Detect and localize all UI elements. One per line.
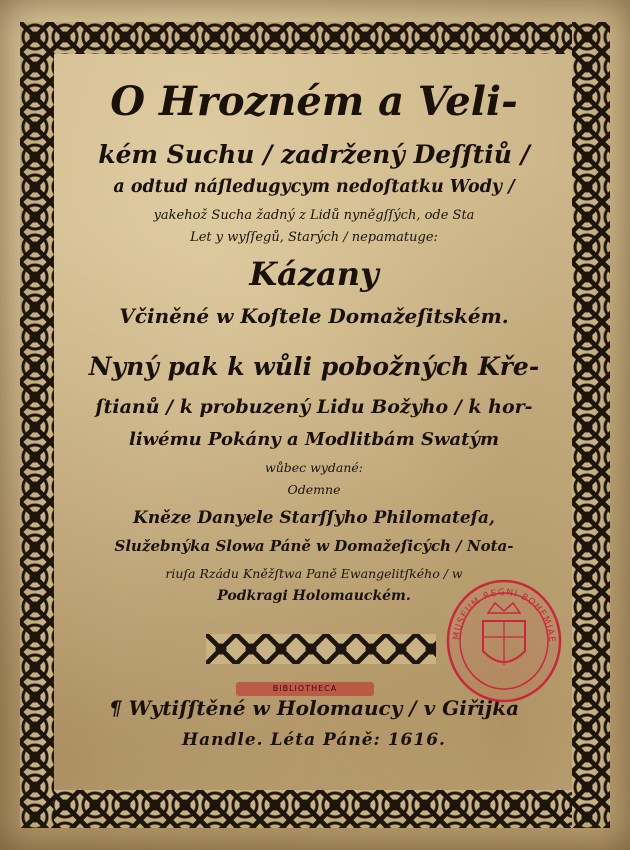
museum-seal-stamp [443, 573, 565, 703]
purpose-line-1: Nyný pak k wůli pobožných Kře- [88, 352, 540, 381]
ornamental-border-bottom [20, 790, 610, 828]
ornamental-divider [206, 634, 436, 664]
title-line-2: kém Suchu / zadržený Deſſtiů / [98, 140, 530, 169]
title-line-1: O Hrozném a Veli- [110, 78, 518, 125]
author-from: Odemne [287, 482, 341, 497]
title-line-3: a odtud náſledugycym nedoſtatku Wody / [113, 177, 515, 197]
sermon-place: Včiněné w Koſtele Domažeſitském. [119, 304, 509, 328]
ornamental-border-top [20, 22, 610, 54]
ornamental-border-left [20, 22, 54, 828]
title-line-4: yakehož Sucha žadný z Lidů nyněgſſých, ode Sta [153, 208, 475, 223]
library-bar-stamp: BIBLIOTHECA [236, 682, 374, 696]
author-line-3: riuſa Rzádu Kněžſtwa Paně Ewangelitſkého / w [165, 566, 463, 581]
sermon-heading: Kázany [249, 255, 379, 293]
ornamental-border-right [572, 22, 610, 828]
title-line-5: Let y wyſſegů, Starých / nepamatuge: [190, 230, 438, 245]
purpose-line-3: liwému Pokány a Modlitbám Swatým [128, 429, 499, 450]
svg-text:MUSEUM REGNI BOHEMIAE: MUSEUM REGNI BOHEMIAE [451, 587, 557, 644]
author-line-4: Podkragi Holomauckém. [217, 588, 411, 604]
author-line-1: Kněze Danyele Starſſyho Philomateſa, [133, 508, 495, 528]
purpose-line-4: wůbec wydané: [265, 460, 363, 475]
purpose-line-2: ſtianů / k probuzený Lidu Božyho / k hor- [95, 396, 533, 418]
imprint-line-2: Handle. Léta Páně: 1616. [182, 730, 446, 750]
imprint-line-1: ¶ Wytiſſtěné w Holomaucy / v Giřijka [108, 696, 520, 720]
author-line-2: Služebnýka Slowa Páně w Domažeſicých / Nota- [114, 537, 514, 555]
